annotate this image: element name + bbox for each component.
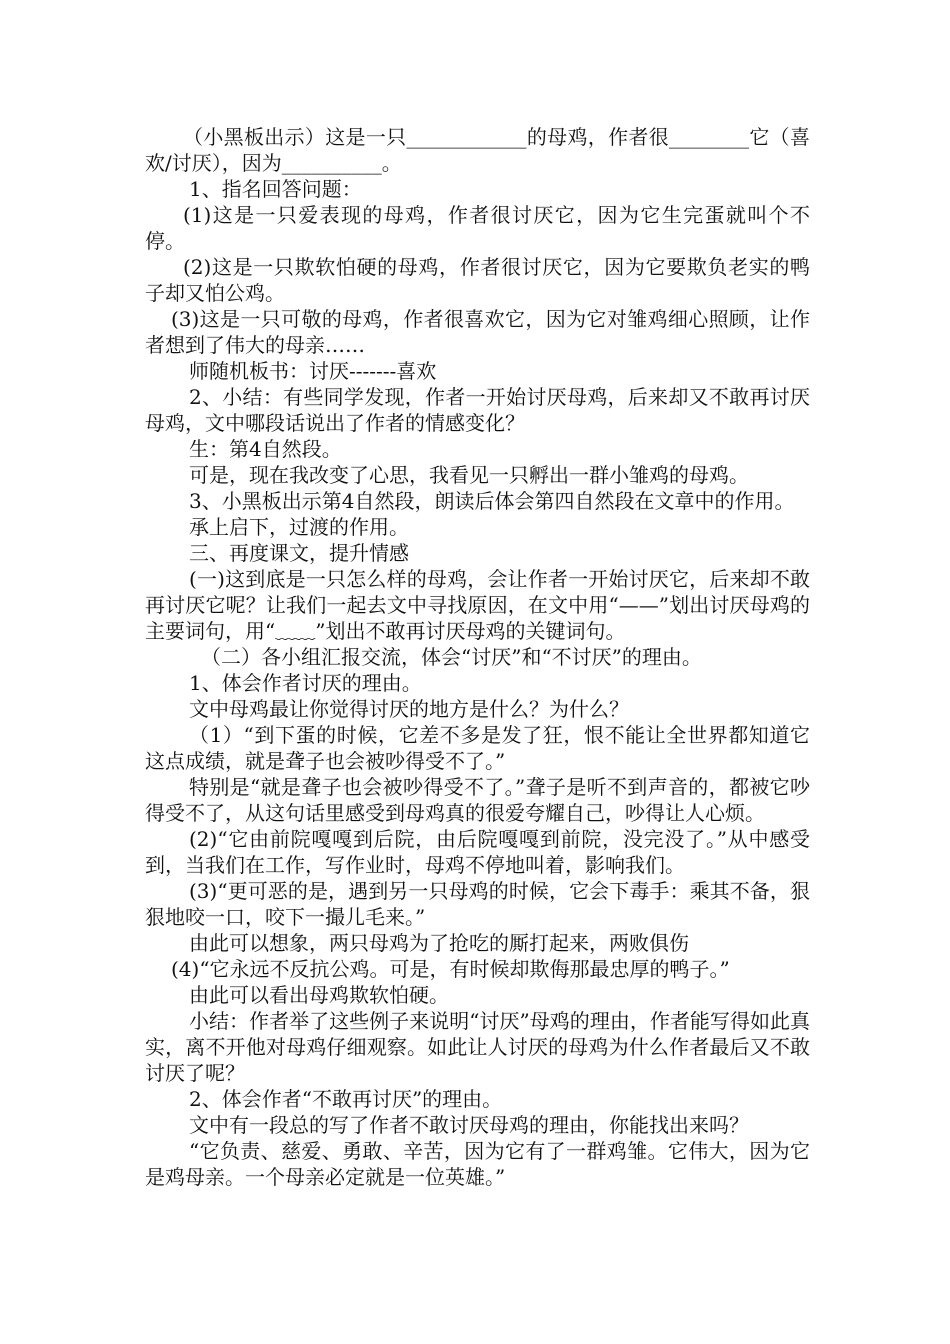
paragraph: 文中有一段总的写了作者不敢讨厌母鸡的理由，你能找出来吗？ [189,1113,749,1137]
paragraph: 可是，现在我改变了心思，我看见一只孵出一群小雏鸡的母鸡。 [189,463,749,487]
paragraph: (3)这是一只可敬的母鸡，作者很喜欢它，因为它对雏鸡细心照顾，让作者想到了伟大的母亲…… [145,307,810,357]
document-body [145,124,810,1190]
paragraph: (2)“它由前院嘎嘎到后院，由后院嘎嘎到前院，没完没了。”从中感受到，当我们在工作，写作业时，母鸡不停地叫着，影响我们。 [145,827,810,877]
paragraph: 由此可以看出母鸡欺软怕硬。 [189,983,449,1007]
paragraph: 承上启下，过渡的作用。 [189,515,409,539]
paragraph: 1、指名回答问题： [189,177,362,201]
blackboard-question: （小黑板出示）这是一只____________的母鸡，作者很________它（喜欢/讨厌），因为__________。 [145,125,810,175]
paragraph: 3、小黑板出示第4自然段，朗读后体会第四自然段在文章中的作用。 [189,489,795,513]
paragraph: (2)这是一只欺软怕硬的母鸡，作者很讨厌它，因为它要欺负老实的鸭子却又怕公鸡。 [145,255,810,305]
paragraph: “它负责、慈爱、勇敢、辛苦，因为它有了一群鸡雏。它伟大，因为它是鸡母亲。一个母亲必定就是一位英雄。” [145,1139,810,1189]
paragraph: 特别是“就是聋子也会被吵得受不了。”聋子是听不到声音的，都被它吵得受不了，从这句话里感受到母鸡真的很爱夸耀自己，吵得让人心烦。 [145,775,810,825]
paragraph: 2、小结：有些同学发现，作者一开始讨厌母鸡，后来却又不敢再讨厌母鸡，文中哪段话说出了作者的情感变化？ [145,385,810,435]
paragraph: 由此可以想象，两只母鸡为了抢吃的厮打起来，两败俱伤 [189,931,689,955]
section-heading: 三、再度课文，提升情感 [189,541,409,565]
paragraph: (4)“它永远不反抗公鸡。可是，有时候却欺侮那最忠厚的鸭子。” [171,957,730,981]
paragraph: 2、体会作者“不敢再讨厌”的理由。 [189,1087,503,1111]
paragraph: (一)这到底是一只怎么样的母鸡，会让作者一开始讨厌它，后来却不敢再讨厌它呢？让我们一起去文中寻找原因，在文中用“——”划出讨厌母鸡的主要词句，用“﹏﹏”划出不敢再讨厌母鸡的关键词句。 [145,567,810,643]
paragraph: （1）“到下蛋的时候，它差不多是发了狂，恨不能让全世界都知道它这点成绩，就是聋子也会被吵得受不了。” [145,723,810,773]
paragraph: 师随机板书：讨厌-------喜欢 [189,359,437,383]
paragraph: 1、体会作者讨厌的理由。 [189,671,422,695]
paragraph: (1)这是一只爱表现的母鸡，作者很讨厌它，因为它生完蛋就叫个不停。 [145,203,810,253]
paragraph: （二）各小组汇报交流，体会“讨厌”和“不讨厌”的理由。 [201,645,702,669]
paragraph: 生：第4自然段。 [189,437,342,461]
paragraph: 文中母鸡最让你觉得讨厌的地方是什么？为什么？ [189,697,629,721]
paragraph: (3)“更可恶的是，遇到另一只母鸡的时候，它会下毒手：乘其不备，狠狠地咬一口，咬下一撮儿毛来。” [145,879,810,929]
paragraph: 小结：作者举了这些例子来说明“讨厌”母鸡的理由，作者能写得如此真实，离不开他对母鸡仔细观察。如此让人讨厌的母鸡为什么作者最后又不敢讨厌了呢？ [145,1009,810,1085]
